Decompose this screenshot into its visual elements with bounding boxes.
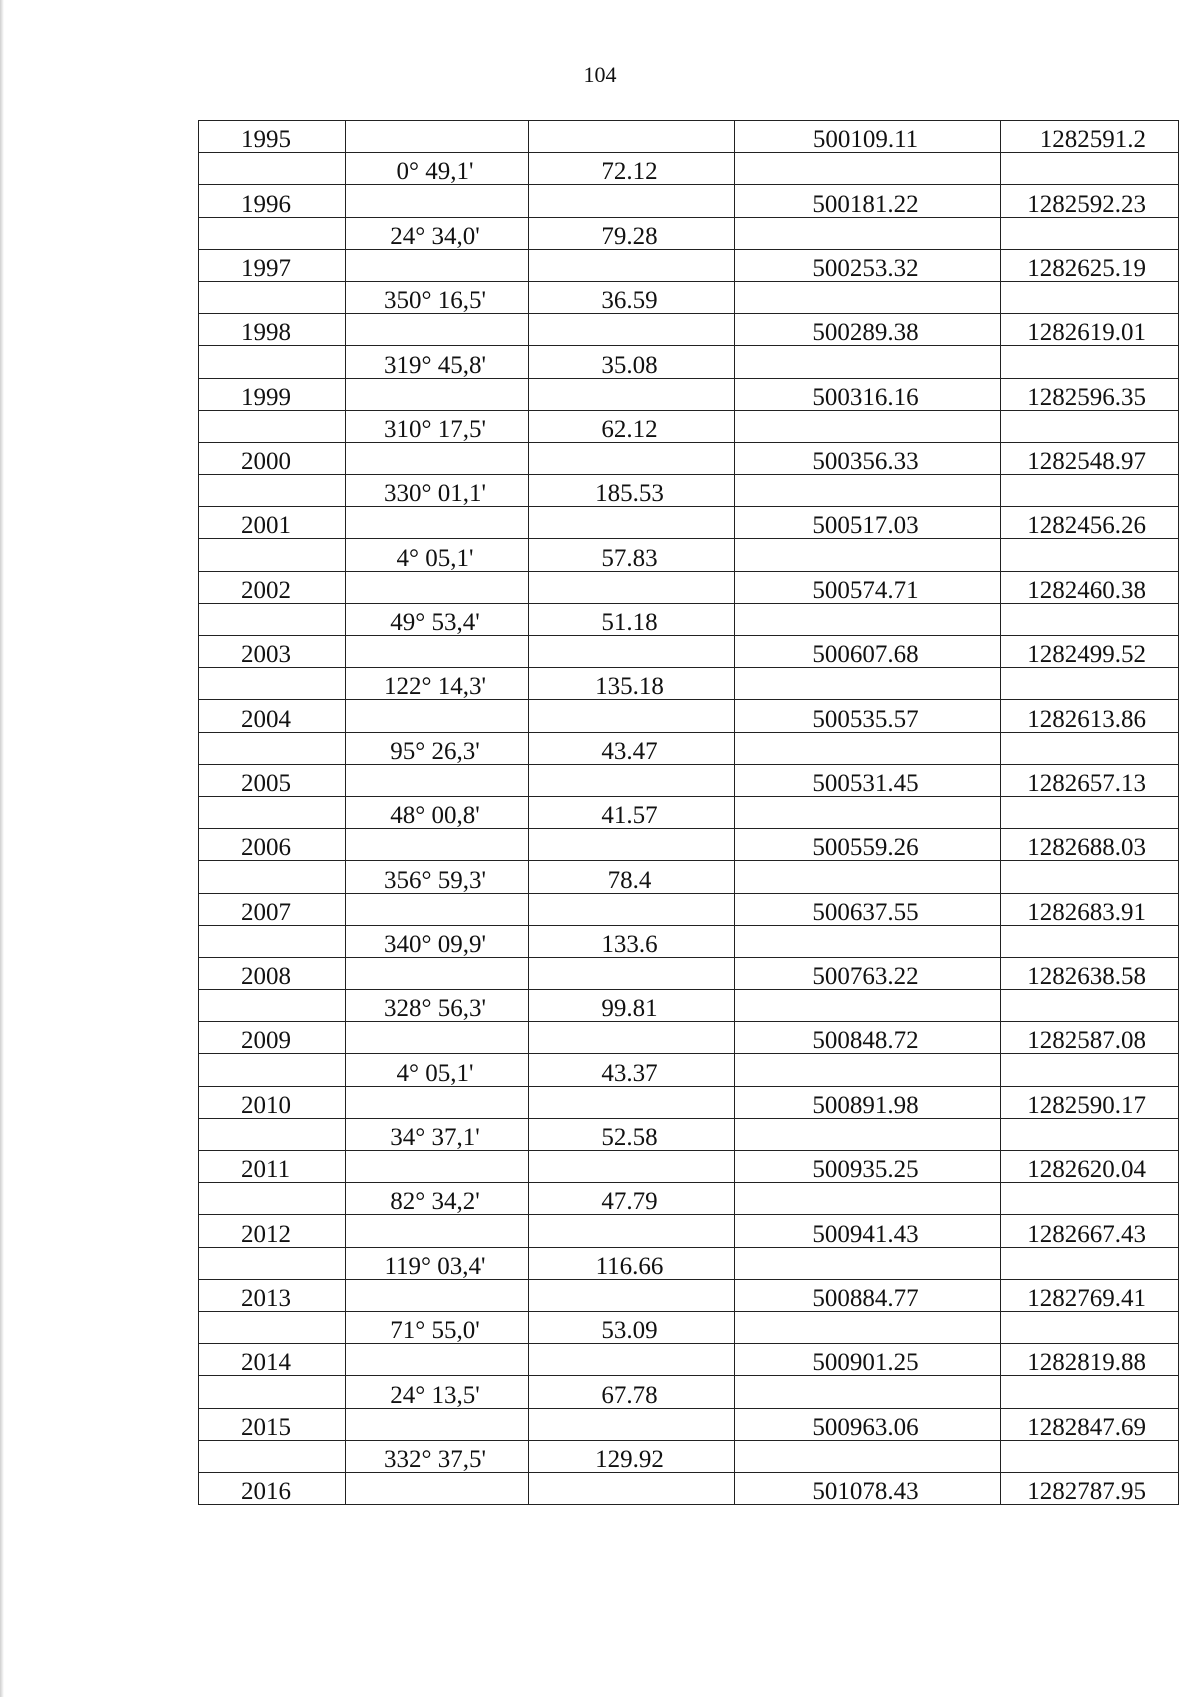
y-coordinate-cell [1001,1440,1179,1472]
y-coordinate-cell: 1282769.41 [1001,1279,1179,1311]
bearing-cell: 310° 17,5' [346,410,529,442]
table-row [199,764,1179,796]
table-row [199,925,1179,957]
y-coordinate-cell [1001,1247,1179,1279]
point-number-cell: 2005 [199,764,346,796]
table-row [199,475,1179,507]
distance-cell: 43.47 [529,732,735,764]
x-coordinate-cell [735,410,1001,442]
distance-cell: 51.18 [529,603,735,635]
distance-cell: 67.78 [529,1376,735,1408]
distance-cell: 35.08 [529,346,735,378]
distance-cell [529,185,735,217]
bearing-cell: 82° 34,2' [346,1183,529,1215]
distance-cell [529,1022,735,1054]
x-coordinate-cell [735,217,1001,249]
bearing-cell: 328° 56,3' [346,990,529,1022]
table-row [199,410,1179,442]
x-coordinate-cell: 500763.22 [735,957,1001,989]
x-coordinate-cell: 500935.25 [735,1151,1001,1183]
page-number: 104 [583,62,617,87]
y-coordinate-cell: 1282590.17 [1001,1086,1179,1118]
point-number-cell [199,1118,346,1150]
x-coordinate-cell: 500531.45 [735,764,1001,796]
bearing-cell [346,185,529,217]
distance-cell [529,636,735,668]
y-coordinate-cell: 1282625.19 [1001,249,1179,281]
distance-cell [529,1472,735,1504]
y-coordinate-cell: 1282592.23 [1001,185,1179,217]
y-coordinate-cell [1001,1311,1179,1343]
point-number-cell: 2006 [199,829,346,861]
bearing-cell [346,1408,529,1440]
x-coordinate-cell: 500559.26 [735,829,1001,861]
point-number-cell [199,732,346,764]
point-number-cell [199,668,346,700]
point-number-cell: 1995 [199,121,346,153]
distance-cell [529,249,735,281]
point-number-cell [199,153,346,185]
distance-cell [529,893,735,925]
point-number-cell [199,1054,346,1086]
x-coordinate-cell: 500535.57 [735,700,1001,732]
distance-cell: 47.79 [529,1183,735,1215]
table-row [199,281,1179,313]
y-coordinate-cell: 1282548.97 [1001,442,1179,474]
bearing-cell [346,571,529,603]
table-row [199,861,1179,893]
x-coordinate-cell [735,153,1001,185]
table-row [199,1086,1179,1118]
point-number-cell [199,539,346,571]
x-coordinate-cell: 500848.72 [735,1022,1001,1054]
x-coordinate-cell [735,990,1001,1022]
point-number-cell [199,1311,346,1343]
table-row [199,1440,1179,1472]
point-number-cell [199,990,346,1022]
point-number-cell [199,1440,346,1472]
point-number-cell [199,603,346,635]
x-coordinate-cell [735,1311,1001,1343]
bearing-cell: 4° 05,1' [346,1054,529,1086]
distance-cell [529,378,735,410]
x-coordinate-cell [735,796,1001,828]
bearing-cell: 34° 37,1' [346,1118,529,1150]
bearing-cell [346,1151,529,1183]
y-coordinate-cell [1001,1118,1179,1150]
point-number-cell: 1999 [199,378,346,410]
x-coordinate-cell: 500574.71 [735,571,1001,603]
bearing-cell [346,507,529,539]
bearing-cell [346,1472,529,1504]
bearing-cell [346,1215,529,1247]
distance-cell [529,1344,735,1376]
distance-cell [529,507,735,539]
point-number-cell: 2008 [199,957,346,989]
distance-cell: 43.37 [529,1054,735,1086]
x-coordinate-cell: 501078.43 [735,1472,1001,1504]
x-coordinate-cell [735,1247,1001,1279]
x-coordinate-cell [735,346,1001,378]
distance-cell [529,1279,735,1311]
bearing-cell: 24° 13,5' [346,1376,529,1408]
table-row [199,732,1179,764]
table-row [199,507,1179,539]
distance-cell: 185.53 [529,475,735,507]
distance-cell [529,1215,735,1247]
bearing-cell: 319° 45,8' [346,346,529,378]
bearing-cell: 71° 55,0' [346,1311,529,1343]
x-coordinate-cell [735,1183,1001,1215]
table-row [199,1376,1179,1408]
table-row [199,442,1179,474]
y-coordinate-cell [1001,990,1179,1022]
bearing-cell: 49° 53,4' [346,603,529,635]
distance-cell [529,764,735,796]
distance-cell: 79.28 [529,217,735,249]
y-coordinate-cell: 1282847.69 [1001,1408,1179,1440]
point-number-cell [199,796,346,828]
x-coordinate-cell [735,668,1001,700]
bearing-cell: 0° 49,1' [346,153,529,185]
table-row [199,185,1179,217]
y-coordinate-cell [1001,668,1179,700]
table-row [199,314,1179,346]
distance-cell [529,1408,735,1440]
y-coordinate-cell [1001,925,1179,957]
bearing-cell [346,1022,529,1054]
y-coordinate-cell [1001,1054,1179,1086]
bearing-cell [346,378,529,410]
y-coordinate-cell: 1282819.88 [1001,1344,1179,1376]
table-row [199,829,1179,861]
y-coordinate-cell [1001,861,1179,893]
table-row [199,893,1179,925]
bearing-cell: 119° 03,4' [346,1247,529,1279]
y-coordinate-cell [1001,539,1179,571]
table-row [199,1215,1179,1247]
point-number-cell: 2001 [199,507,346,539]
bearing-cell [346,764,529,796]
table-row [199,346,1179,378]
point-number-cell: 2010 [199,1086,346,1118]
x-coordinate-cell: 500891.98 [735,1086,1001,1118]
x-coordinate-cell [735,281,1001,313]
table-row [199,957,1179,989]
distance-cell: 72.12 [529,153,735,185]
distance-cell: 78.4 [529,861,735,893]
distance-cell [529,957,735,989]
x-coordinate-cell [735,539,1001,571]
bearing-cell [346,893,529,925]
table-row [199,636,1179,668]
point-number-cell [199,346,346,378]
table-row [199,1022,1179,1054]
distance-cell [529,121,735,153]
x-coordinate-cell: 500607.68 [735,636,1001,668]
distance-cell: 133.6 [529,925,735,957]
distance-cell: 135.18 [529,668,735,700]
x-coordinate-cell: 500517.03 [735,507,1001,539]
point-number-cell: 2003 [199,636,346,668]
bearing-cell [346,121,529,153]
bearing-cell [346,314,529,346]
table-row [199,539,1179,571]
table-row [199,668,1179,700]
distance-cell: 53.09 [529,1311,735,1343]
y-coordinate-cell [1001,410,1179,442]
distance-cell: 116.66 [529,1247,735,1279]
table-row [199,1151,1179,1183]
x-coordinate-cell [735,1118,1001,1150]
x-coordinate-cell: 500941.43 [735,1215,1001,1247]
distance-cell: 62.12 [529,410,735,442]
x-coordinate-cell: 500109.11 [735,121,1001,153]
x-coordinate-cell [735,732,1001,764]
y-coordinate-cell: 1282688.03 [1001,829,1179,861]
y-coordinate-cell: 1282456.26 [1001,507,1179,539]
point-number-cell: 2016 [199,1472,346,1504]
bearing-cell: 24° 34,0' [346,217,529,249]
point-number-cell: 2012 [199,1215,346,1247]
bearing-cell: 332° 37,5' [346,1440,529,1472]
x-coordinate-cell [735,603,1001,635]
y-coordinate-cell: 1282587.08 [1001,1022,1179,1054]
distance-cell: 129.92 [529,1440,735,1472]
table-row [199,700,1179,732]
x-coordinate-cell: 500181.22 [735,185,1001,217]
distance-cell: 52.58 [529,1118,735,1150]
distance-cell [529,314,735,346]
x-coordinate-cell: 500289.38 [735,314,1001,346]
table-row [199,378,1179,410]
distance-cell: 99.81 [529,990,735,1022]
x-coordinate-cell: 500963.06 [735,1408,1001,1440]
y-coordinate-cell: 1282683.91 [1001,893,1179,925]
point-number-cell [199,925,346,957]
x-coordinate-cell: 500884.77 [735,1279,1001,1311]
point-number-cell: 1997 [199,249,346,281]
distance-cell [529,1151,735,1183]
table-row [199,1408,1179,1440]
point-number-cell: 1998 [199,314,346,346]
y-coordinate-cell: 1282787.95 [1001,1472,1179,1504]
distance-cell: 57.83 [529,539,735,571]
y-coordinate-cell [1001,475,1179,507]
bearing-cell [346,1279,529,1311]
y-coordinate-cell [1001,153,1179,185]
table-row [199,603,1179,635]
table-row [199,1472,1179,1504]
bearing-cell: 4° 05,1' [346,539,529,571]
point-number-cell: 2007 [199,893,346,925]
bearing-cell [346,636,529,668]
distance-cell [529,442,735,474]
table-row [199,1247,1179,1279]
x-coordinate-cell [735,861,1001,893]
point-number-cell: 1996 [199,185,346,217]
coordinates-table [198,120,1179,1505]
bearing-cell: 330° 01,1' [346,475,529,507]
table-row [199,796,1179,828]
y-coordinate-cell: 1282619.01 [1001,314,1179,346]
x-coordinate-cell: 500637.55 [735,893,1001,925]
table-row [199,1279,1179,1311]
table-row [199,1311,1179,1343]
table-row [199,153,1179,185]
x-coordinate-cell: 500901.25 [735,1344,1001,1376]
point-number-cell: 2000 [199,442,346,474]
x-coordinate-cell [735,1054,1001,1086]
x-coordinate-cell: 500316.16 [735,378,1001,410]
table-row [199,571,1179,603]
bearing-cell [346,829,529,861]
point-number-cell: 2013 [199,1279,346,1311]
x-coordinate-cell [735,925,1001,957]
point-number-cell [199,1183,346,1215]
y-coordinate-cell [1001,603,1179,635]
table-row [199,1054,1179,1086]
y-coordinate-cell: 1282596.35 [1001,378,1179,410]
y-coordinate-cell [1001,1376,1179,1408]
bearing-cell: 350° 16,5' [346,281,529,313]
y-coordinate-cell: 1282591.2 [1001,121,1179,153]
table-row [199,249,1179,281]
distance-cell [529,829,735,861]
distance-cell [529,1086,735,1118]
y-coordinate-cell [1001,732,1179,764]
bearing-cell [346,700,529,732]
bearing-cell [346,249,529,281]
point-number-cell: 2002 [199,571,346,603]
distance-cell: 36.59 [529,281,735,313]
table-row [199,121,1179,153]
distance-cell [529,571,735,603]
point-number-cell [199,861,346,893]
point-number-cell [199,1376,346,1408]
table-row [199,1183,1179,1215]
point-number-cell: 2009 [199,1022,346,1054]
table-row [199,1118,1179,1150]
point-number-cell: 2004 [199,700,346,732]
y-coordinate-cell: 1282499.52 [1001,636,1179,668]
coordinates-table-body [199,121,1179,1505]
point-number-cell: 2014 [199,1344,346,1376]
point-number-cell [199,217,346,249]
point-number-cell: 2015 [199,1408,346,1440]
scan-edge [0,0,4,1697]
table-row [199,990,1179,1022]
bearing-cell: 95° 26,3' [346,732,529,764]
y-coordinate-cell: 1282460.38 [1001,571,1179,603]
x-coordinate-cell [735,1440,1001,1472]
point-number-cell [199,410,346,442]
y-coordinate-cell [1001,796,1179,828]
distance-cell: 41.57 [529,796,735,828]
y-coordinate-cell: 1282613.86 [1001,700,1179,732]
table-row [199,1344,1179,1376]
point-number-cell: 2011 [199,1151,346,1183]
x-coordinate-cell [735,475,1001,507]
bearing-cell: 122° 14,3' [346,668,529,700]
y-coordinate-cell [1001,217,1179,249]
y-coordinate-cell: 1282620.04 [1001,1151,1179,1183]
bearing-cell [346,442,529,474]
bearing-cell [346,957,529,989]
y-coordinate-cell [1001,346,1179,378]
bearing-cell: 356° 59,3' [346,861,529,893]
y-coordinate-cell [1001,1183,1179,1215]
bearing-cell [346,1344,529,1376]
distance-cell [529,700,735,732]
x-coordinate-cell: 500253.32 [735,249,1001,281]
bearing-cell: 340° 09,9' [346,925,529,957]
bearing-cell [346,1086,529,1118]
x-coordinate-cell: 500356.33 [735,442,1001,474]
bearing-cell: 48° 00,8' [346,796,529,828]
y-coordinate-cell [1001,281,1179,313]
y-coordinate-cell: 1282638.58 [1001,957,1179,989]
x-coordinate-cell [735,1376,1001,1408]
point-number-cell [199,475,346,507]
point-number-cell [199,1247,346,1279]
y-coordinate-cell: 1282667.43 [1001,1215,1179,1247]
table-row [199,217,1179,249]
y-coordinate-cell: 1282657.13 [1001,764,1179,796]
point-number-cell [199,281,346,313]
